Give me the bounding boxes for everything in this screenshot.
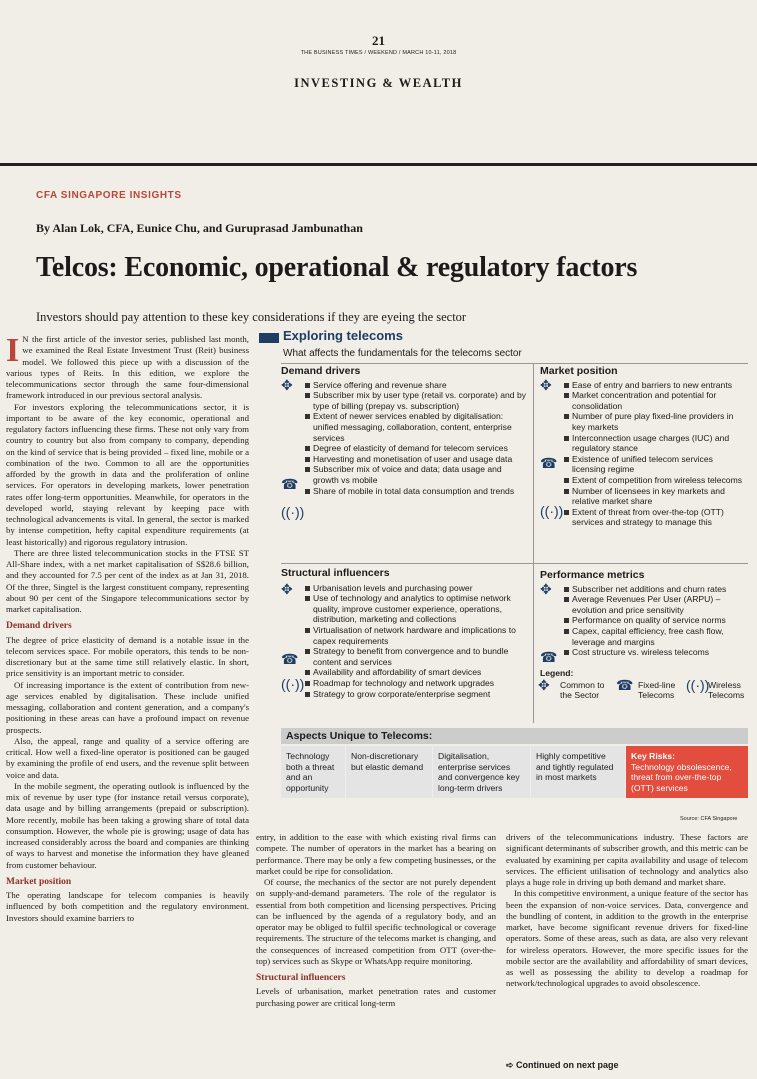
quadrant-title: Market position (540, 365, 618, 377)
arrow-icon: ➪ (506, 1060, 517, 1070)
page-number: 21 (372, 33, 385, 48)
list-item: Degree of elasticity of demand for telecom services (305, 443, 529, 454)
performance-metrics-block (540, 570, 748, 704)
list-item: Share of mobile in total data consumption and trends (305, 486, 529, 497)
divider (281, 563, 748, 564)
list-item: Existence of unified telecom services licensing regime (564, 454, 748, 475)
structural-list (305, 583, 529, 700)
list-item: Harvesting and monetisation of user and usage data (305, 454, 529, 465)
list-item: Extent of threat from over-the-top (OTT) services and strategy to manage this (564, 507, 748, 528)
legend-title: Legend: (540, 667, 574, 678)
list-item: Interconnection usage charges (IUC) and regulatory stance (564, 433, 748, 454)
common-sector-icon: ✥ (281, 377, 293, 393)
publication-line: THE BUSINESS TIMES / WEEKEND / MARCH 10-11, 2018 (300, 50, 457, 56)
infographic-subtitle: What affects the fundamentals for the telecoms sector (283, 348, 522, 359)
paragraph: drivers of the telecommunications industry. These factors are significant determinants of subscriber growth, and this metric can be evaluated by examining per capita availability and usage of telecom services. The efficient utilisation of technology and analytics also plays a huge role in driving up both demand and market share. (506, 832, 748, 887)
key-risks-cell (626, 746, 748, 798)
section-rule (0, 163, 757, 166)
common-sector-icon: ✥ (281, 581, 293, 597)
list-item: Subscriber mix of voice and data; data usage and growth vs mobile (305, 464, 529, 485)
list-item: Availability and affordability of smart devices (305, 667, 529, 678)
quadrant-title: Structural influencers (281, 567, 390, 579)
fixed-line-phone-icon: ☎ (540, 649, 558, 665)
fixed-line-phone-icon: ☎ (281, 651, 299, 667)
standfirst: Investors should pay attention to these key considerations if they are eyeing the sector (36, 310, 467, 324)
aspects-title: Aspects Unique to Telecoms: (286, 730, 433, 742)
wireless-signal-icon: ((·)) (281, 504, 305, 520)
list-item: Virtualisation of network hardware and implications to capex requirements (305, 625, 529, 646)
subhead-demand: Demand drivers (6, 621, 72, 632)
list-item: Urbanisation levels and purchasing power (305, 583, 529, 594)
paragraph: Also, the appeal, range and quality of a service offering are critical. How well a fixed-line operator is positioned can be gauged by examining the profile of end users, and the revenue split between voice and data. (6, 735, 249, 780)
common-sector-icon: ✥ (540, 581, 552, 597)
divider (533, 363, 534, 723)
paragraph: There are three listed telecommunication stocks in the FTSE ST All-Share index, with a net market capitalisation of S$28.6 billion, and they accounted for 7.5 per cent of the index as at Jan 31, 2018. Of the three, Singtel is the largest constituent company, representing about 90 per cent of the Singapore telecommunications sector by market capitalisation. (6, 547, 249, 614)
article-column-3 (506, 832, 748, 990)
wireless-signal-icon: ((·)) (281, 676, 305, 692)
paragraph: Of course, the mechanics of the sector are not purely dependent on supply-and-demand parameters. The role of the regulator is essential from both competition and licensing perspectives. Pricing can be influenced by the agenda of a regulatory body, and an operator may be obliged to fulfil specific technological or coverage requirements. The structure of the telecoms market is changing, and the consequences of increased competition from OTT (over-the-top) services such as Skype or WhatsApp require monitoring. (256, 877, 496, 966)
common-sector-icon: ✥ (540, 377, 552, 393)
paragraph: In this competitive environment, a unique feature of the sector has been the expansion of non-voice services. Data, convergence and the bundling of content, in addition to the growth in the enterprise market, have become significant revenue drivers for fixed-line operators. Some of these areas, such as data, are also very relevant for wireless operators. However, the more specific issues for the mobile sector are the availability and affordability of smart devices, as well as possessing the ability to develop a roadmap for network/technological upgrades to avoid obsolescence. (506, 888, 748, 989)
continued-note: ➪ Continued on next page (506, 1060, 619, 1070)
fixed-line-phone-icon: ☎ (616, 676, 634, 693)
drop-cap: I (6, 332, 20, 369)
list-item: Service offering and revenue share (305, 380, 529, 391)
kicker: CFA SINGAPORE INSIGHTS (36, 190, 182, 201)
aspect-cell: Non-discretionary but elastic demand (346, 746, 432, 798)
legend (540, 668, 748, 704)
wireless-signal-icon: ((·)) (540, 503, 564, 519)
paragraph: For investors exploring the telecommunications sector, it is important to be aware of the key economic, operational and regulatory factors influencing these firms. These not only vary from country to country but also from company to company, depending on the kind of service that is being provided – fixed line, mobile or a combination of the two. Common to all are the opportunities afforded by the growth in data and the proliferation of online services. For operators in developing markets, lower penetration rates offer long-term opportunities. Meanwhile, for operators in the developed world, staying relevant by keeping pace with technological advancements is vital. In general, the sector is marked by intense competition, hefty capital expenditure requirements (at least historically) and rigorous regulatory intrusion. (6, 401, 249, 547)
list-item: Average Revenues Per User (ARPU) – evolution and price sensitivity (564, 594, 748, 615)
infographic-title-bar (259, 333, 279, 343)
article-column-2 (256, 832, 496, 1009)
quadrant-title: Demand drivers (281, 365, 361, 377)
list-item: Subscriber net additions and churn rates (564, 584, 748, 595)
common-sector-icon: ✥ (538, 676, 550, 693)
demand-drivers-block (281, 365, 529, 520)
market-position-block (540, 366, 748, 528)
list-item: Subscriber mix by user type (retail vs. corporate) and by type of billing (prepay vs. subscription) (305, 390, 529, 411)
aspect-cell: Highly competitive and tightly regulated in most markets (531, 746, 625, 798)
section-title: INVESTING & WEALTH (294, 76, 463, 90)
list-item: Performance on quality of service norms (564, 615, 748, 626)
demand-list (305, 380, 529, 497)
paragraph: entry, in addition to the ease with which existing rival firms can compete. The number of operators in the market has a bearing on performance. There may be only a few competing businesses, or the market could be ripe for consolidation. (256, 832, 496, 876)
key-risks-text: Technology obsolescence, threat from over-the-top (OTT) services (631, 761, 732, 793)
source-note: Source: CFA Singapore (680, 816, 738, 822)
byline: By Alan Lok, CFA, Eunice Chu, and Guruprasad Jambunathan (36, 221, 363, 235)
headline: Telcos: Economic, operational & regulatory factors (36, 252, 638, 283)
legend-common: Common to the Sector (560, 679, 605, 701)
paragraph: The operating landscape for telecom companies is heavily influenced by both competition and the regulatory environment. Investors should examine barriers to (6, 890, 249, 923)
list-item: Roadmap for technology and network upgrades (305, 678, 529, 689)
article-column-1 (6, 334, 249, 924)
fixed-line-phone-icon: ☎ (281, 476, 299, 492)
list-item: Market concentration and potential for consolidation (564, 390, 748, 411)
aspect-cell: Technology both a threat and an opportunity (281, 746, 345, 798)
paragraph: The degree of price elasticity of demand is a notable issue in the telecom services space. For mobile operators, this tends to be non-discretionary but at the same time still relatively elastic. In short, price sensitivity is an important metric to consider. (6, 634, 249, 679)
aspect-cell: Digitalisation, enterprise services and convergence key long-term drivers (433, 746, 530, 798)
paragraph: Of increasing importance is the extent of contribution from new-age services enabled by digitalisation. These include unified messaging, collaboration and content generation, and a company's positioning in these areas can have a profound impact on revenue prospects. (6, 679, 249, 735)
paragraph: Levels of urbanisation, market penetration rates and customer purchasing power are critical long-term (256, 986, 496, 1008)
divider (281, 363, 748, 364)
legend-wireless: Wireless Telecoms (708, 679, 745, 701)
paragraph: I N the first article of the investor series, published last month, we examined the Real Estate Investment Trust (Reit) business model. We followed this piece up with a discussion of the various types of Reits. In this edition, we explore the telecommunications sector through the same four-dimensional framework introduced in our previous sectoral analysis. (6, 332, 249, 401)
performance-list (564, 584, 748, 658)
wireless-signal-icon: ((·)) (686, 676, 710, 693)
list-item: Use of technology and analytics to optimise network quality, improve customer experience, operations, distribution, marketing and collections (305, 593, 529, 625)
list-item: Number of licensees in key markets and relative market share (564, 486, 748, 507)
market-list (564, 380, 748, 528)
list-item: Strategy to benefit from convergence and to bundle content and services (305, 646, 529, 667)
subhead-structural: Structural influencers (256, 973, 346, 983)
list-item: Cost structure vs. wireless telecoms (564, 647, 748, 658)
subhead-market: Market position (6, 876, 72, 887)
list-item: Number of pure play fixed-line providers in key markets (564, 411, 748, 432)
list-item: Extent of competition from wireless telecoms (564, 475, 748, 486)
list-item: Capex, capital efficiency, free cash flow, leverage and margins (564, 626, 748, 647)
fixed-line-phone-icon: ☎ (540, 455, 558, 471)
key-risks-title: Key Risks: (631, 751, 675, 761)
infographic-title: Exploring telecoms (283, 328, 403, 343)
structural-influencers-block (281, 568, 529, 699)
legend-fixed: Fixed-line Telecoms (638, 679, 676, 701)
list-item: Extent of newer services enabled by digitalisation: unified messaging, collaboration, content, enterprise services (305, 411, 529, 443)
paragraph: In the mobile segment, the operating outlook is influenced by the mix of revenue by user type (for instance retail versus corporate), data usage and by billing arrangements (prepaid or subscription). More recently, mobile has been taking a growing share of total data consumption. However, the whole pie is growing; usage of data has increased considerably across the board and companies are thinking of ways to harvest and monetise the information they have gleaned from customer behaviour. (6, 780, 249, 870)
list-item: Ease of entry and barriers to new entrants (564, 380, 748, 391)
quadrant-title: Performance metrics (540, 569, 645, 581)
list-item: Strategy to grow corporate/enterprise segment (305, 689, 529, 700)
